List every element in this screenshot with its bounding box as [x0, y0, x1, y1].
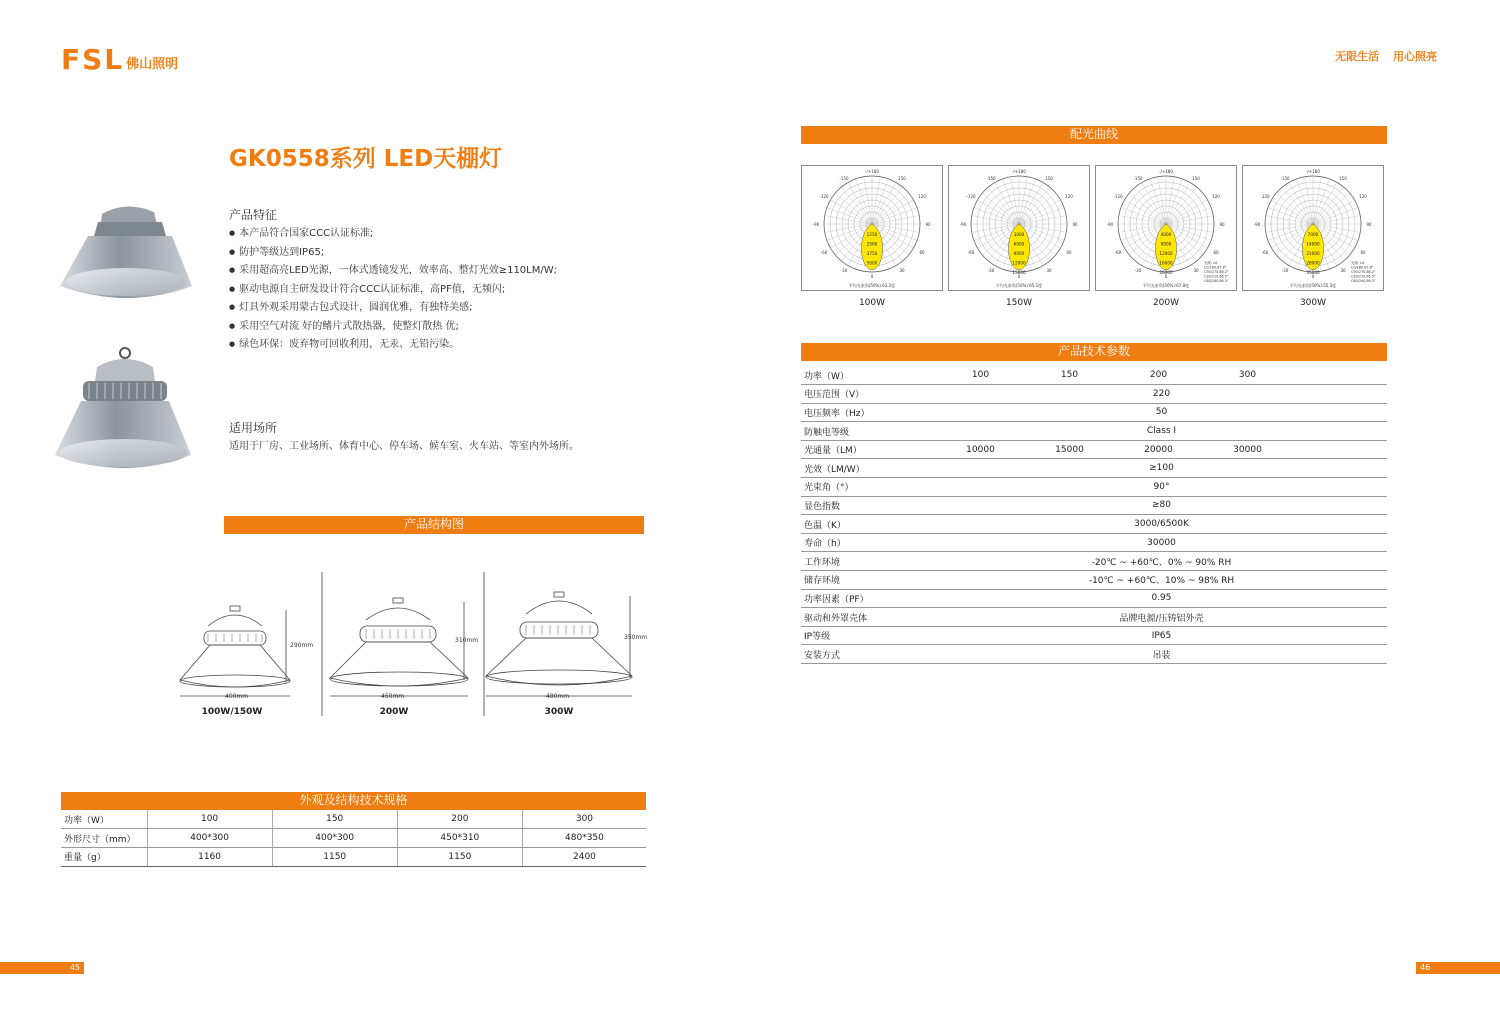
ring-label: 20000: [1159, 270, 1173, 275]
features-heading: 产品特征: [229, 208, 278, 222]
ring-label: 16000: [1159, 260, 1173, 266]
beam-angle-note: 平均光束角(50%):67.8度: [1142, 283, 1190, 288]
venue-text: 适用于厂房、工业场所、体育中心、停车场、候车室、火车站、等室内外场所。: [229, 441, 579, 452]
polar-chart: [948, 165, 1090, 291]
legend-entry: C90/270,66.2°: [1204, 270, 1229, 274]
angle-label: 30: [899, 268, 905, 273]
legend-entry: 光源: cd: [1204, 261, 1218, 265]
model-label-3: 300W: [544, 707, 574, 717]
angle-label: 30: [1340, 268, 1346, 273]
table-row: 防触电等级 Class Ⅰ: [801, 422, 1387, 441]
angle-label: 150: [1045, 176, 1053, 181]
ring-label: 7000: [1307, 232, 1319, 237]
specs-heading: 产品技术参数: [801, 343, 1387, 361]
ring-label: 6000: [1013, 241, 1025, 247]
angle-label: -150: [1133, 176, 1143, 181]
ring-label: 3000: [1013, 232, 1025, 237]
slogan: 无限生活 用心照亮: [1335, 50, 1437, 63]
angle-label: -90: [812, 222, 820, 227]
dim-width-1: 400mm: [225, 693, 249, 700]
angle-label: -60: [967, 250, 975, 255]
polar-chart: [1242, 165, 1384, 291]
logo-text: FSL: [61, 43, 125, 76]
brand-logo: [61, 45, 178, 75]
table-row: 工作环境 -20℃ ~ +60℃、0% ~ 90% RH: [801, 552, 1387, 571]
angle-label: -60: [1114, 250, 1122, 255]
angle-label: -120: [1113, 194, 1123, 199]
product-photo-bottom: [53, 345, 193, 473]
model-label-2: 200W: [379, 707, 409, 717]
legend-entry: C60/240,66.3°: [1204, 279, 1229, 283]
angle-label: -90: [1253, 222, 1261, 227]
angle-label: 150: [898, 176, 906, 181]
beam-angle-note: 平均光束角(50%):63.2度: [848, 283, 896, 288]
table-row: 重量（g） 1160 1150 1150 2400: [61, 847, 646, 866]
angle-label: 150: [1339, 176, 1347, 181]
angle-label: 90: [1219, 222, 1225, 227]
dim-height-1: 290mm: [290, 642, 314, 649]
beam-angle-note: 平均光束角(50%):65.1度: [995, 283, 1043, 288]
ring-label: 28000: [1306, 260, 1320, 266]
table-row: 功率因素（PF） 0.95: [801, 589, 1387, 608]
legend-entry: 光源: cd: [1351, 261, 1365, 265]
ring-label: 9000: [1013, 251, 1025, 256]
angle-label: -90: [1106, 222, 1114, 227]
angle-label: 150: [1192, 176, 1200, 181]
angle-label: 0: [1164, 274, 1168, 279]
angle-label: -/+180: [1012, 169, 1026, 174]
angle-label: -120: [1260, 194, 1270, 199]
feature-item: ● 采用空气对流 好的鳍片式散热器，使整灯散热 优;: [229, 318, 557, 337]
angle-label: 60: [1213, 250, 1219, 255]
legend-entry: C30/210,66.5°: [1204, 274, 1229, 279]
angle-label: 90: [1072, 222, 1078, 227]
table-row: 电压频率（Hz） 50: [801, 403, 1387, 422]
legend-entry: C90/270,66.2°: [1351, 270, 1376, 274]
angle-label: -120: [966, 194, 976, 199]
table-row: 寿命（h） 30000: [801, 533, 1387, 552]
angle-label: -120: [819, 194, 829, 199]
angle-label: 0: [870, 274, 874, 279]
angle-label: 60: [1066, 250, 1072, 255]
polar-chart-label: 150W: [1005, 298, 1033, 308]
angle-label: -/+180: [1306, 169, 1320, 174]
table-row: 功率（W） 100 150 200 300: [801, 366, 1387, 385]
ring-label: 2500: [866, 241, 878, 247]
ring-label: 14000: [1306, 241, 1320, 247]
angle-label: -30: [987, 268, 995, 273]
table-row: 储存环境 -10℃ ~ +60℃、10% ~ 98% RH: [801, 571, 1387, 590]
feature-item: ● 驱动电源自主研发设计符合CCC认证标准，高PF值，无频闪;: [229, 281, 557, 300]
beam-angle-note: 平均光束角(50%):55.3度: [1289, 283, 1337, 288]
ring-label: 1250: [866, 232, 878, 237]
polar-chart: [801, 165, 943, 291]
polar-chart-label: 300W: [1299, 298, 1327, 308]
legend-entry: C0/180,67.8°: [1204, 265, 1227, 270]
angle-label: -/+180: [865, 169, 879, 174]
angle-label: 120: [1065, 194, 1073, 199]
angle-label: 90: [925, 222, 931, 227]
features-list: [229, 225, 557, 355]
angle-label: -150: [986, 176, 996, 181]
table-row: 显色指数 ≥80: [801, 496, 1387, 515]
ring-label: 3750: [866, 251, 878, 256]
feature-item: ● 采用超高亮LED光源，一体式透镜发光，效率高、整灯光效≥110LM/W;: [229, 262, 557, 281]
angle-label: -/+180: [1159, 169, 1173, 174]
table-row: 驱动和外罩壳体 品牌电源/压铸铝外壳: [801, 608, 1387, 627]
angle-label: -30: [1134, 268, 1142, 273]
angle-label: 30: [1046, 268, 1052, 273]
feature-item: ● 本产品符合国家CCC认证标准;: [229, 225, 557, 244]
angle-label: 0: [1017, 274, 1021, 279]
logo-cn: 佛山照明: [126, 57, 179, 72]
ring-label: 8000: [1160, 241, 1172, 247]
table-row: 色温（K） 3000/6500K: [801, 515, 1387, 534]
dimensions-table: [61, 810, 646, 867]
angle-label: 0: [1311, 274, 1315, 279]
dim-height-3: 350mm: [624, 634, 648, 641]
specs-table: [801, 366, 1387, 664]
angle-label: 120: [1212, 194, 1220, 199]
table-row: 光通量（LM） 10000 15000 20000 30000: [801, 440, 1387, 459]
product-photo-top: [58, 200, 193, 302]
legend-entry: C60/240,66.3°: [1351, 279, 1376, 283]
polar-chart-label: 100W: [858, 298, 886, 308]
model-label-1: 100W/150W: [201, 707, 263, 717]
ring-label: 12000: [1159, 251, 1173, 256]
angle-label: -30: [1281, 268, 1289, 273]
table-row: 外形尺寸（mm） 400*300 400*300 450*310 480*350: [61, 829, 646, 848]
feature-item: ● 防护等级达到IP65;: [229, 244, 557, 263]
photometric-heading: 配光曲线: [801, 126, 1387, 144]
ring-label: 12000: [1012, 260, 1026, 266]
page-number-right: 46: [1416, 962, 1500, 974]
angle-label: 30: [1193, 268, 1199, 273]
angle-label: 120: [918, 194, 926, 199]
page-title: GK0558系列 LED天棚灯: [229, 146, 503, 172]
angle-label: 90: [1366, 222, 1372, 227]
dimensions-heading: 外观及结构技术规格: [61, 792, 646, 810]
table-row: IP等级 IP65: [801, 626, 1387, 645]
page-number-left: 45: [0, 962, 84, 974]
angle-label: -30: [840, 268, 848, 273]
ring-label: 35000: [1306, 270, 1320, 275]
angle-label: -60: [820, 250, 828, 255]
feature-item: ● 灯具外观采用蒙古包式设计，圆润优雅，有独特美感;: [229, 299, 557, 318]
ring-label: 21000: [1306, 251, 1320, 256]
legend-entry: C0/180,67.8°: [1351, 265, 1374, 270]
table-row: 电压范围（V） 220: [801, 385, 1387, 404]
angle-label: 60: [919, 250, 925, 255]
dim-width-2: 450mm: [381, 693, 405, 700]
feature-item: ● 绿色环保：废弃物可回收利用，无汞、无铅污染。: [229, 336, 557, 355]
dim-height-2: 310mm: [455, 637, 479, 644]
legend-entry: C30/210,66.5°: [1351, 274, 1376, 279]
table-row: 功率（W） 100 150 200 300: [61, 810, 646, 829]
polar-chart-label: 200W: [1152, 298, 1180, 308]
dim-width-3: 480mm: [546, 693, 570, 700]
angle-label: 120: [1359, 194, 1367, 199]
venue-heading: 适用场所: [229, 421, 278, 435]
table-row: 光束角（°） 90°: [801, 478, 1387, 497]
ring-label: 15000: [1012, 270, 1026, 275]
angle-label: -60: [1261, 250, 1269, 255]
polar-chart: [1095, 165, 1237, 291]
table-row: 安装方式 吊装: [801, 645, 1387, 664]
angle-label: 60: [1360, 250, 1366, 255]
angle-label: -150: [839, 176, 849, 181]
table-row: 光效（LM/W） ≥100: [801, 459, 1387, 478]
angle-label: -150: [1280, 176, 1290, 181]
ring-label: 5000: [866, 260, 878, 266]
angle-label: -90: [959, 222, 967, 227]
structure-heading: 产品结构图: [224, 516, 644, 534]
ring-label: 4000: [1160, 232, 1172, 237]
